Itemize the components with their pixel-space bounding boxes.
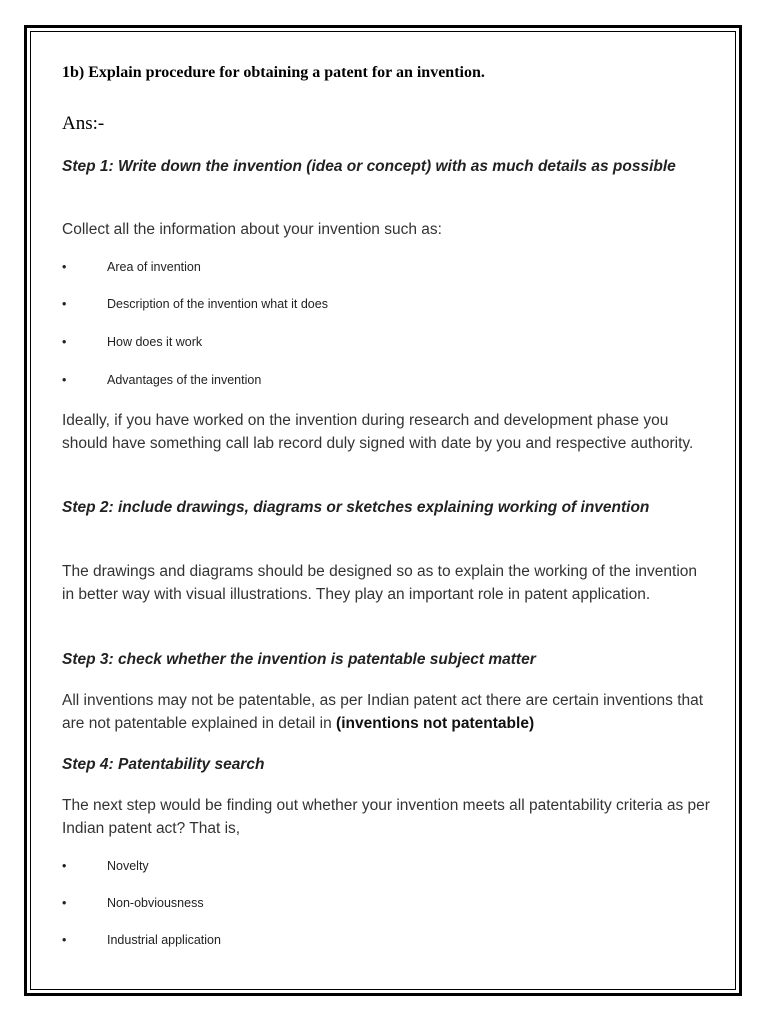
step4-paragraph: The next step would be finding out whether your invention meets all patentability criteria as per Indian patent act? That is, — [62, 797, 710, 837]
bullet-icon: • — [62, 373, 67, 387]
step4-heading: Step 4: Patentability search — [62, 756, 265, 773]
bullet-icon: • — [62, 297, 67, 311]
list-item-text: Advantages of the invention — [107, 373, 262, 387]
inventions-not-patentable-reference: (inventions not patentable) — [336, 715, 535, 732]
step2-paragraph: The drawings and diagrams should be designed so as to explain the working of the invention in better way with visual illustrations. They play an important role in patent application. — [62, 563, 698, 603]
list-item-text: Novelty — [107, 859, 149, 873]
bullet-icon: • — [62, 859, 67, 873]
step3-paragraph — [62, 689, 712, 735]
bullet-icon: • — [62, 335, 67, 349]
list-item-text: Industrial application — [107, 933, 221, 947]
step1-intro: Collect all the information about your invention such as: — [62, 221, 442, 238]
list-item-text: Non-obviousness — [107, 896, 204, 910]
question-heading: 1b) Explain procedure for obtaining a patent for an invention. — [62, 64, 485, 81]
step3-paragraph-text: All inventions may not be patentable, as per Indian patent act there are certain inventions that are not patentable explained in detail in — [62, 692, 704, 732]
step1-paragraph: Ideally, if you have worked on the invention during research and development phase you should have something call lab record duly signed with date by you and respective authority. — [62, 412, 694, 452]
bullet-icon: • — [62, 933, 67, 947]
step3-heading: Step 3: check whether the invention is patentable subject matter — [62, 651, 536, 668]
list-item-text: Area of invention — [107, 260, 201, 274]
list-item-text: How does it work — [107, 335, 203, 349]
list-item-text: Description of the invention what it does — [107, 297, 328, 311]
step2-heading: Step 2: include drawings, diagrams or sketches explaining working of invention — [62, 499, 650, 516]
bullet-icon: • — [62, 896, 67, 910]
answer-label: Ans:- — [62, 113, 105, 134]
step1-heading: Step 1: Write down the invention (idea or concept) with as much details as possible — [62, 158, 676, 175]
bullet-icon: • — [62, 260, 67, 274]
